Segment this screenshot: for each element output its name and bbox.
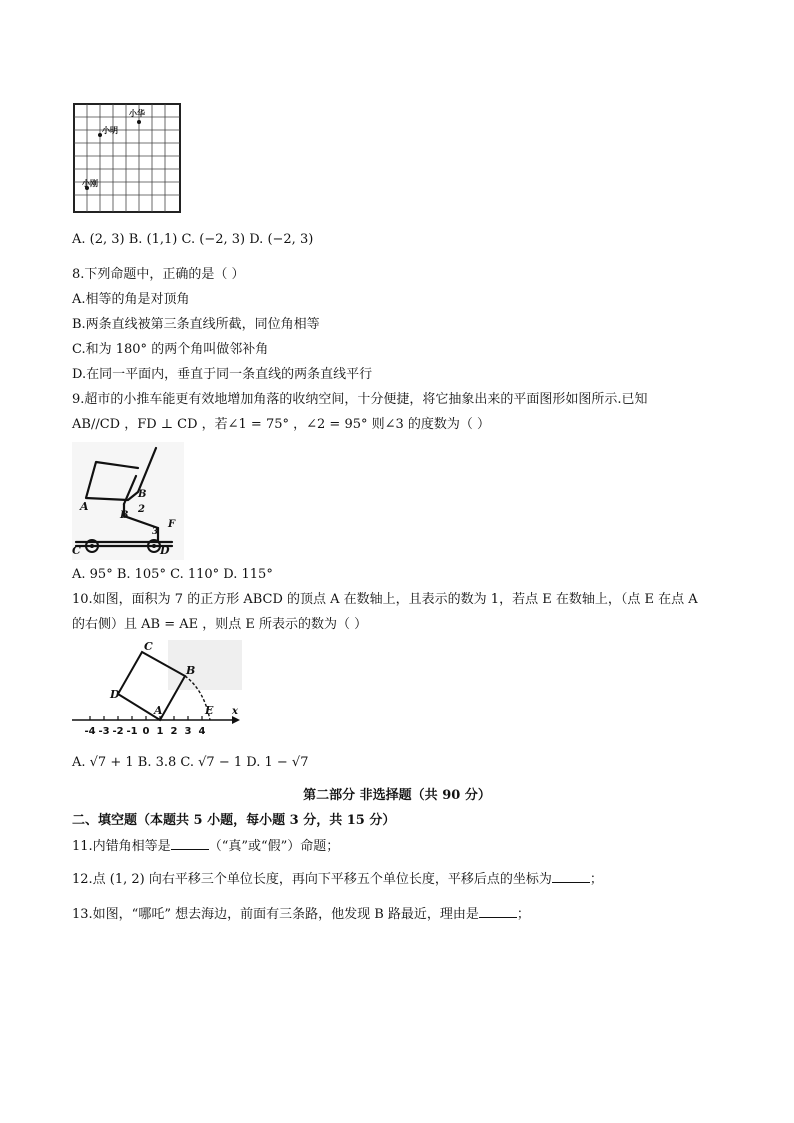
q12 [72, 870, 603, 889]
q11-text-before: 11.内错角相等是 [72, 839, 171, 854]
q13-text-after: ； [516, 907, 530, 922]
q10-stem-line1: 10.如图，面积为 7 的正方形 ABCD 的顶点 A 在数轴上，且表示的数为 1，若点 E 在数轴上，（点 E 在点 A [72, 592, 698, 607]
cart-label-b-top: B [138, 489, 147, 500]
q7-grid-figure [72, 102, 184, 214]
q11-answer-blank[interactable] [171, 837, 209, 850]
grid-label-xiaogang: 小刚 [82, 178, 98, 188]
cart-label-c: C [72, 544, 81, 557]
grid-label-xiaohua: 小华 [129, 108, 145, 118]
q13-text-before: 13.如图，“哪吒” 想去海边，前面有三条路，他发现 B 路最近，理由是 [72, 907, 479, 922]
q12-text-before: 12.点 (1, 2) 向右平移三个单位长度，再向下平移五个单位长度，平移后点的坐标为 [72, 872, 552, 887]
q11-text-after: （“真”或“假”）命题； [208, 839, 340, 854]
tick-label-4: 4 [198, 726, 206, 737]
cart-label-d: D [160, 544, 170, 557]
q11 [72, 837, 339, 856]
tick-label-neg1: -1 [126, 726, 138, 737]
part2-title: 第二部分 非选择题（共 90 分） [303, 788, 491, 803]
q12-text-after: ； [589, 872, 603, 887]
q9-cart-figure [72, 442, 184, 560]
nl-label-b: B [186, 664, 196, 677]
cart-label-a: A [80, 500, 89, 513]
tick-label-neg2: -2 [112, 726, 124, 737]
cart-label-angle2: 2 [138, 504, 145, 515]
q8-option-d: D.在同一平面内，垂直于同一条直线的两条直线平行 [72, 367, 373, 382]
section2-title: 二、填空题（本题共 5 小题，每小题 3 分，共 15 分） [72, 813, 396, 828]
q8-option-a: A.相等的角是对顶角 [72, 292, 190, 307]
nl-label-d: D [110, 688, 120, 701]
q7-options: A. (2, 3) B. (1,1) C. (−2, 3) D. (−2, 3) [72, 232, 314, 247]
cart-label-b: B [120, 510, 129, 521]
q8-option-b: B.两条直线被第三条直线所截，同位角相等 [72, 317, 320, 332]
cart-label-angle3: 3 [152, 527, 159, 537]
q9-stem-line1: 9.超市的小推车能更有效地增加角落的收纳空间，十分便捷，将它抽象出来的平面图形如图所示.已知 [72, 392, 648, 407]
q12-answer-blank[interactable] [552, 870, 590, 883]
tick-label-1: 1 [156, 726, 164, 737]
tick-label-2: 2 [170, 726, 178, 737]
nl-label-e: E [205, 704, 214, 717]
tick-label-neg4: -4 [84, 726, 96, 737]
grid-label-xiaoming: 小明 [102, 125, 118, 135]
q9-options: A. 95° B. 105° C. 110° D. 115° [72, 567, 273, 582]
q10-number-line-figure [72, 640, 242, 740]
cart-label-f: F [168, 519, 176, 530]
nl-label-c: C [144, 640, 153, 653]
tick-label-0: 0 [142, 726, 150, 737]
q13-answer-blank[interactable] [479, 905, 517, 918]
nl-label-x: x [232, 706, 238, 717]
q8-stem: 8.下列命题中，正确的是（ ） [72, 267, 245, 282]
q10-stem-line2: 的右侧）且 AB = AE ，则点 E 所表示的数为（ ） [72, 617, 368, 632]
tick-label-3: 3 [184, 726, 192, 737]
q13 [72, 905, 530, 924]
tick-label-neg3: -3 [98, 726, 110, 737]
q8-option-c: C.和为 180° 的两个角叫做邻补角 [72, 342, 269, 357]
nl-label-a: A [154, 704, 163, 717]
q9-stem-line2: AB//CD ，FD ⊥ CD ，若∠1 = 75° ，∠2 = 95° 则∠3 的度数为（ ） [72, 417, 491, 432]
q10-options: A. √7 + 1 B. 3.8 C. √7 − 1 D. 1 − √7 [72, 755, 309, 770]
